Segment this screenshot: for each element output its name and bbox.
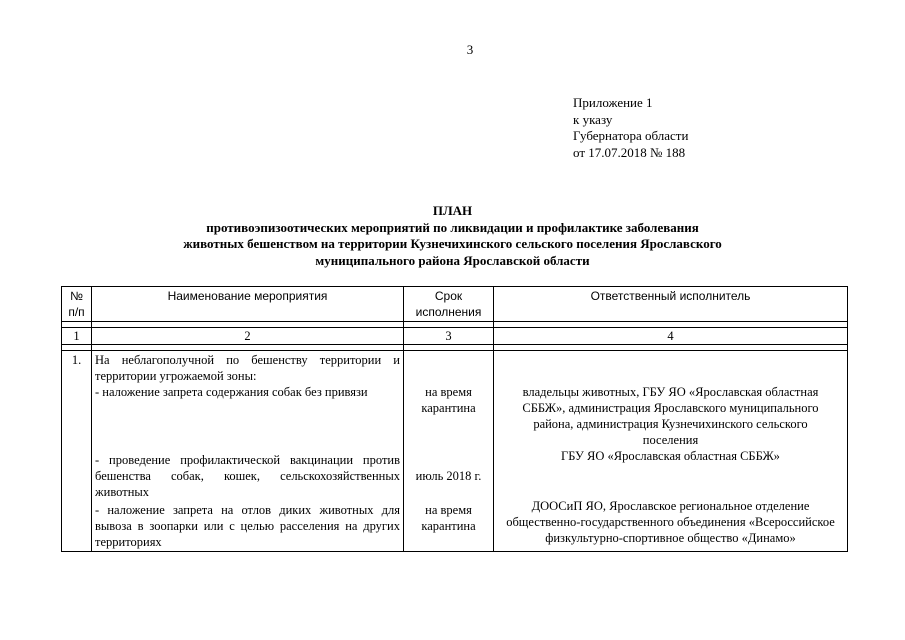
term-value: на время карантина <box>421 503 476 533</box>
executor-value: ГБУ ЯО «Ярославская областная СББЖ» <box>561 449 780 463</box>
measure-cell <box>92 351 404 552</box>
term-value: на время карантина <box>421 385 476 415</box>
appendix-block <box>573 95 688 161</box>
column-number-row <box>62 328 848 345</box>
appendix-line: к указу <box>573 111 613 127</box>
measure-intro: На неблагополучной по бешенству территории и территории угрожаемой зоны: <box>95 353 400 383</box>
appendix-line: Губернатора области <box>573 128 689 143</box>
measure-item: - проведение профилактической вакцинации против бешенства собак, кошек, сельскохозяйственных животных <box>95 453 400 499</box>
measure-item: - наложение запрета содержания собак без привязи <box>95 385 368 399</box>
measure-item: - наложение запрета на отлов диких животных для вывоза в зоопарки или с целью расселения на других территориях <box>95 503 400 549</box>
row-gap <box>407 416 490 468</box>
title-heading: ПЛАН <box>432 203 473 218</box>
table-header-row <box>62 287 848 322</box>
header-name: Наименование мероприятия <box>92 287 404 322</box>
row-gap <box>407 484 490 502</box>
column-number: 1 <box>62 328 92 345</box>
column-number: 3 <box>404 328 494 345</box>
row-gap <box>95 400 400 452</box>
appendix-line: от 17.07.2018 № 188 <box>573 144 686 160</box>
plan-table <box>61 286 848 552</box>
row-number: 1. <box>62 351 92 552</box>
title-line: муниципального района Ярославской области <box>315 252 590 268</box>
document-title <box>0 203 905 269</box>
row-gap <box>497 464 844 498</box>
header-term: Срок исполнения <box>404 287 494 322</box>
title-line: противоэпизоотических мероприятий по ликвидации и профилактике заболевания <box>206 219 699 235</box>
column-number: 2 <box>92 328 404 345</box>
header-executor: Ответственный исполнитель <box>494 287 848 322</box>
row-gap <box>497 352 844 384</box>
executor-value: владельцы животных, ГБУ ЯО «Ярославская областная СББЖ», администрация Ярославского муниципального района, администрация Кузнечихинского сельского поселения <box>522 385 819 447</box>
executor-value: ДООСиП ЯО, Ярославское региональное отделение общественно-государственного объединения «Всероссийское физкультурно-спортивное общество «Динамо» <box>506 499 835 545</box>
term-cell <box>404 351 494 552</box>
table-row <box>62 351 848 552</box>
title-line: животных бешенством на территории Кузнечихинского сельского поселения Ярославского <box>183 236 722 251</box>
column-number: 4 <box>494 328 848 345</box>
row-gap <box>407 352 490 384</box>
executor-cell <box>494 351 848 552</box>
term-value: июль 2018 г. <box>415 469 482 483</box>
appendix-line: Приложение 1 <box>573 95 653 110</box>
page-number: 3 <box>466 42 474 57</box>
header-num: № п/п <box>62 287 92 322</box>
